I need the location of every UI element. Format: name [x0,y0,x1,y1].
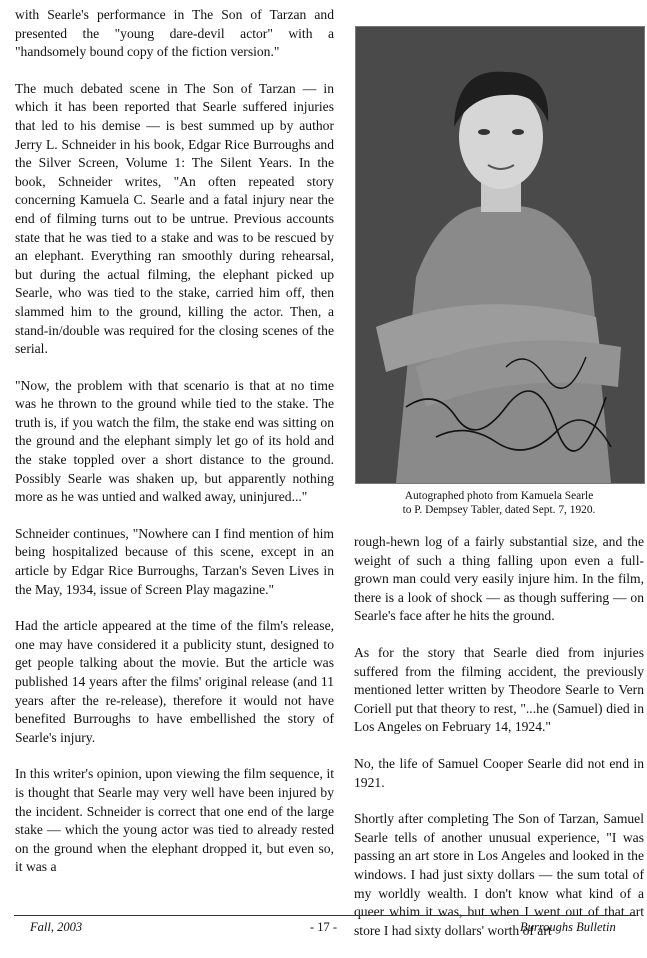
paragraph: The much debated scene in The Son of Tarzan — in which it has been reported that Searle suffered injuries that led to his demise — is best summed up by author Jerry L. Schneider in his book, Edgar Rice Burroughs and the Silver Screen, Volume 1: The Silent Years. In the book, Schneider writes, "An often repeated story concerning Kamuela C. Searle and a fatal injury near the end of filming turns out to be untrue. Previous accounts state that he was tied to a stake and was to be rescued by an elephant. Everything ran smoothly during rehearsal, but during the actual filming, the elephant picked up Searle, who was tied to the stake, carried him off, then slammed him to the ground, killing the actor. Then, a stand-in/double was required for the closing scenes of the serial. [15,80,334,357]
paragraph: Had the article appeared at the time of the film's release, one may have considered it a publicity stunt, designed to get people talking about the movie. But the article was published 14 years after the films' original release (and 11 years after the re-release), therefore it would not have benefited Burroughs to have embellished the story of Searle's injury. [15,618,334,745]
paragraph: with Searle's performance in The Son of Tarzan and presented the "young dare-devil actor" with a "handsomely bound copy of the fiction version." [15,7,334,60]
paragraph: rough-hewn log of a fairly substantial size, and the weight of such a thing falling upon even a full-grown man could very easily injure him. In the film, there is a look of shock — as though suffering — on Searle's face after he hits the ground. [354,534,644,624]
footer-issue-date: Fall, 2003 [30,920,83,934]
paragraph: "Now, the problem with that scenario is that at no time was he thrown to the ground while tied to the stake. The truth is, if you watch the film, the stake end was sitting on the ground and the elephant simply let go of its hold and the stake toppled over a short distance to the ground. Possibly Searle was shaken up, but apparently nothing more as he was untied and walked away, uninjured..." [15,377,334,505]
footer-divider [14,915,636,916]
portrait-illustration [356,27,644,483]
paragraph: Shortly after completing The Son of Tarzan, Samuel Searle tells of another unusual experience, "I was passing an art store in Los Angeles and looked in the windows. I had just sixty dollars — the sum total of my worldly wealth. I don't know what kind of a queer whim it was, but when I went out of that art store I had sixty dollars' worth of art [354,811,644,938]
paragraph: In this writer's opinion, upon viewing the film sequence, it is thought that Searle may very well have been injured by the incident. Schneider is correct that one end of the large stake — which the young actor was tied to already rested on the ground when the elephant dropped it, but even so, it was a [15,766,334,875]
paragraph: No, the life of Samuel Cooper Searle did not end in 1921. [354,755,644,790]
page-number: - 17 - [309,920,338,934]
photo-caption [354,489,644,517]
caption-line: to P. Dempsey Tabler, dated Sept. 7, 1920. [402,504,596,516]
paragraph: As for the story that Searle died from injuries suffered from the filming accident, the previously mentioned letter written by Theodore Searle to Vern Coriell put that theory to rest, "...he (Samuel) died in Los Angeles on February 14, 1924." [354,644,644,735]
autographed-photo [355,26,645,484]
paragraph: Schneider continues, "Nowhere can I find mention of him being hospitalized because of this scene, except in an article by Edgar Rice Burroughs, Tarzan's Seven Lives in the May, 1934, issue of Screen Play magazine." [15,525,334,597]
caption-line: Autographed photo from Kamuela Searle [404,490,594,502]
left-column [15,6,334,895]
right-column [354,6,644,958]
footer-publication: Burroughs Bulletin [520,920,616,934]
